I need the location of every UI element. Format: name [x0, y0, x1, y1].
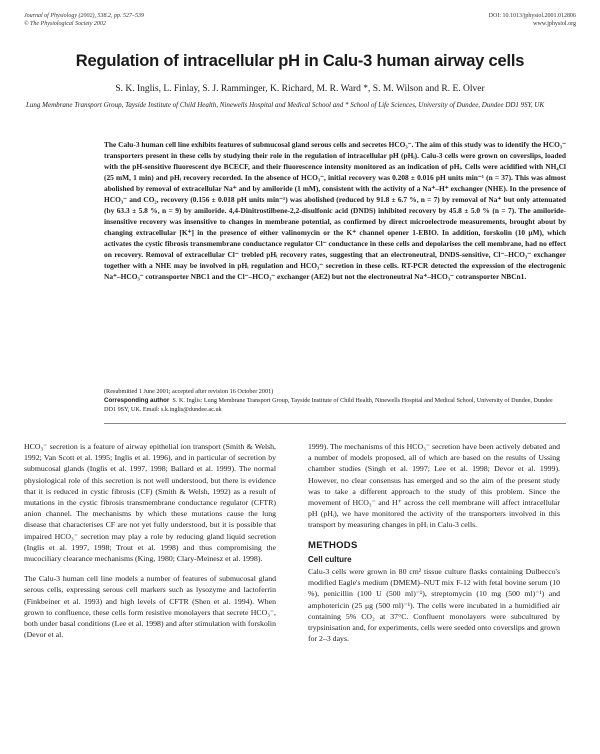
corresponding-author-details: S. K. Inglis: Lung Membrane Transport Group, Tayside Institute of Child Health, Ninewells Hospital and Medical School, University of Dundee, Dundee DD1 9SY, UK. Email: s.k.inglis@dundee.ac.uk [104, 397, 553, 413]
intro-paragraph-2: The Calu-3 human cell line models a number of features of submucosal gland serous cells, expressing serous cell markers such as lysozyme and lactoferrin (Finkbeiner et al. 1993) and high levels of CFTR (Shen et al. 1994). When grown to confluence, these cells form resistive monolayers that secrete HCO₃⁻, both under basal conditions (Lee et al. 1998) and after stimulation with forskolin (Devor et al. [24, 574, 276, 640]
methods-heading: METHODS [308, 539, 358, 551]
section-divider [104, 423, 566, 424]
article-title: Regulation of intracellular pH in Calu-3 human airway cells [75, 52, 525, 70]
received-dates: (Resubmitted 1 June 2001; accepted after revision 16 October 2001) [104, 388, 274, 395]
author-list: S. K. Inglis, L. Finlay, S. J. Ramminger, K. Richard, M. R. Ward *, S. M. Wilson and R. E. Olver [115, 84, 485, 94]
affiliation: Lung Membrane Transport Group, Tayside Institute of Child Health, Ninewells Hospital and Medical School and * School of Life Sciences, University of Dundee, Dundee DD1 9SY, UK [26, 101, 545, 109]
cell-culture-heading: Cell culture [308, 554, 352, 564]
corresponding-author-label: Corresponding author [104, 397, 170, 404]
journal-url[interactable]: www.jphysiol.org [533, 21, 576, 27]
intro-paragraph-3: 1999). The mechanisms of this HCO₃⁻ secretion have been actively debated and a number of models proposed, all of which are based on the results of Ussing chamber studies (Singh et al. 1997; Lee et al. 1998; Devor et al. 1999). However, no clear consensus has emerged and so the aim of the present study was to take a different approach to the study of this problem. Since the movement of HCO₃⁻ and H⁺ across the cell membrane will affect intracellular pH (pHᵢ), we have monitored the activity of the transporters involved in this transport by measuring changes in pHᵢ in Calu-3 cells. [308, 442, 560, 530]
doi-header [489, 12, 576, 28]
doi: DOI: 10.1013/jphysiol.2001.012806 [488, 13, 576, 19]
copyright-notice: © The Physiological Society 2002 [24, 21, 106, 27]
abstract [104, 139, 566, 282]
cell-culture-paragraph: Calu-3 cells were grown in 80 cm² tissue culture flasks containing Dulbecco's modified Eagle's medium (DMEM)–NUT mix F-12 with fetal bovine serum (10 %), penicillin (100 U (500 ml)⁻¹), streptomycin (10 mg (500 ml)⁻¹) and amphotericin (25 μg (500 ml)⁻¹). The cells were incubated in a humidified air containing 5% CO₂ at 37°C. Confluent monolayers were subcultured by trypsinisation and, for experiments, cells were seeded onto coverslips and grown for 2–3 days. [308, 567, 560, 644]
journal-citation: Journal of Physiology (2002), 538.2, pp. 527–539 [24, 13, 144, 19]
journal-header [24, 12, 144, 28]
intro-paragraph-1: HCO₃⁻ secretion is a feature of airway epithelial ion transport (Smith & Welsh, 1992; Van Scott et al. 1995; Inglis et al. 1996), and in particular of secretion by submucosal glands (Inglis et al. 1997, 1998; Ballard et al. 1999). The normal physiological role of this secretion is not well understood, but there is evidence that it is reduced in cystic fibrosis (CF) (Smith & Welsh, 1992) as a result of mutations in the cystic fibrosis transmembrane conductance regulator (CFTR) anion channel. The mechanisms by which these mutations cause the lung disease that characterises CF are not yet fully understood, but it is possible that impaired HCO₃⁻ secretion may play a role by reducing gland liquid secretion (Inglis et al. 1997, 1998; Trout et al. 1998) and thus compromising the mucociliary clearance mechanisms (King, 1980; Clary-Meinesz et al. 1998). [24, 442, 276, 564]
body-column-left [24, 441, 276, 649]
abstract-text: The Calu-3 human cell line exhibits features of submucosal gland serous cells and secretes HCO₃⁻. The aim of this study was to identify the HCO₃⁻ transporters present in these cells by studying their role in the regulation of intracellular pH (pHᵢ). Calu-3 cells were grown on coverslips, loaded with the pH-sensitive fluorescent dye BCECF, and their fluorescence intensity monitored as an indication of pHᵢ. Cells were acidified with NH₄Cl (25 mM, 1 min) and pHᵢ recovery recorded. In the absence of HCO₃⁻, initial recovery was 0.208 ± 0.016 pH units min⁻¹ (n = 37). This was almost abolished by removal of extracellular Na⁺ and by amiloride (1 mM), consistent with the activity of a Na⁺–H⁺ exchanger (NHE). In the presence of HCO₃⁻ and CO₂, recovery (0.156 ± 0.018 pH units min⁻¹) was abolished (reduced by 91.8 ± 6.7 %, n = 7) by removal of Na⁺ but only attenuated (by 63.3 ± 5.8 %, n = 9) by amiloride. 4,4-Dinitrostilbene-2,2-disulfonic acid (DNDS) inhibited recovery by 45.8 ± 5.0 % (n = 7). The amiloride-insensitive recovery was insensitive to changes in membrane potential, as confirmed by direct microelectrode measurements, brought about by changing extracellular [K⁺] in the presence of either valinomycin or the K⁺ channel opener 1-EBIO. In addition, forskolin (10 μM), which activates the cystic fibrosis transmembrane conductance regulator Cl⁻ conductance in these cells and depolarises the cell membrane, had no effect on recovery. Removal of extracellular Cl⁻ trebled pHᵢ recovery rates, suggesting that an electroneutral, DNDS-sensitive, Cl⁻–HCO₃⁻ exchanger together with a NHE may be involved in pHᵢ regulation and HCO₃⁻ secretion in these cells. RT-PCR detected the expression of the electrogenic Na⁺–HCO₃⁻ cotransporter NBC1 and the Cl⁻–HCO₃⁻ exchanger (AE2) but not the electroneutral Na⁺–HCO₃⁻ cotransporter NBCn1. [104, 140, 566, 281]
corresponding-author [104, 397, 566, 414]
body-column-right [308, 441, 560, 650]
